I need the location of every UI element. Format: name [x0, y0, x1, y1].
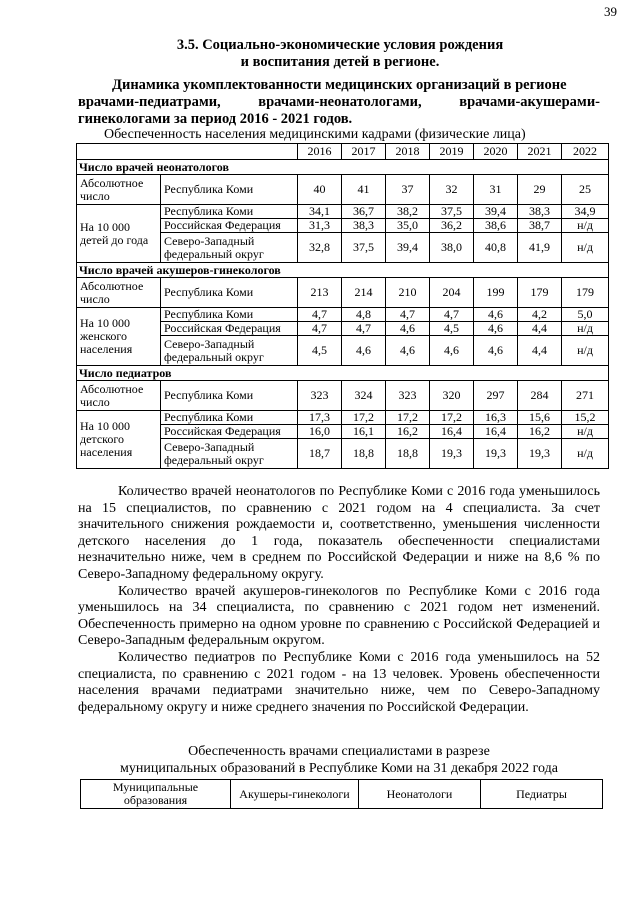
value-cell: 297: [474, 381, 518, 411]
paragraph-obstetricians: Количество врачей акушеров-гинекологов по Республике Коми с 2016 года уменьшилось на 34 специалиста, по сравнению с 2021 годом нет изменений. Обеспеченность примерно на одном уровне по сравнению с Российской Федерацией и Северо-Западным федеральным округом.: [78, 583, 600, 649]
value-cell: 4,5: [430, 322, 474, 336]
value-cell: 16,2: [386, 425, 430, 439]
value-cell: 210: [386, 278, 430, 308]
value-cell: 38,3: [518, 205, 562, 219]
value-cell: н/д: [562, 233, 609, 263]
municipal-header-row: [81, 780, 603, 809]
value-cell: 4,6: [474, 308, 518, 322]
value-cell: 324: [342, 381, 386, 411]
value-cell: 213: [298, 278, 342, 308]
value-cell: 32,8: [298, 233, 342, 263]
value-cell: 4,6: [474, 322, 518, 336]
value-cell: 16,3: [474, 411, 518, 425]
paragraph-pediatricians: Количество педиатров по Республике Коми с 2016 года уменьшилось на 52 специалиста, по сравнению с 2021 годом - на 13 человек. Уровень обеспеченности населения врачами педиатрами значительно ниже, чем по Северо-Западному федеральному округу и ниже среднего значения по Российской Федерации.: [78, 649, 600, 715]
value-cell: н/д: [562, 336, 609, 366]
value-cell: 37,5: [342, 233, 386, 263]
value-cell: 40,8: [474, 233, 518, 263]
value-cell: 39,4: [474, 205, 518, 219]
value-cell: 4,4: [518, 336, 562, 366]
value-cell: 323: [386, 381, 430, 411]
value-cell: 19,3: [518, 439, 562, 469]
paragraph-neonatologists: Количество врачей неонатологов по Республике Коми с 2016 года уменьшилось на 15 специалистов, по сравнению с 2021 годом на 4 специалиста. За счет значительного снижения рождаемости и, соответственно, уменьшения численности детского населения до 1 года, показатель обеспеченности специалистами незначительно ниже, чем в среднем по Российской Федерации и ниже на 8,6 % по Северо-Западному федеральному округу.: [78, 484, 600, 582]
value-cell: 4,6: [342, 336, 386, 366]
value-cell: 4,7: [298, 322, 342, 336]
value-cell: 17,2: [386, 411, 430, 425]
value-cell: 179: [562, 278, 609, 308]
per-capita-row: [77, 308, 609, 322]
value-cell: 4,8: [342, 308, 386, 322]
value-cell: 4,6: [386, 336, 430, 366]
value-cell: 19,3: [474, 439, 518, 469]
value-cell: 179: [518, 278, 562, 308]
value-cell: 32: [430, 175, 474, 205]
dynamics-title-line1: Динамика укомплектованности медицинских организаций в регионе: [112, 77, 567, 93]
value-cell: 29: [518, 175, 562, 205]
year-header: 2016: [298, 144, 342, 160]
municipal-table: [80, 779, 603, 809]
value-cell: 323: [298, 381, 342, 411]
value-cell: 38,7: [518, 219, 562, 233]
value-cell: 38,2: [386, 205, 430, 219]
year-header-row: [77, 144, 609, 160]
section-title-row: [77, 160, 609, 175]
value-cell: 17,2: [430, 411, 474, 425]
region-cell: Республика Коми: [161, 308, 298, 322]
header-obstetricians: Акушеры-гинекологи: [231, 780, 359, 809]
value-cell: 4,6: [386, 322, 430, 336]
region-cell: Российская Федерация: [161, 425, 298, 439]
header-pediatricians: Педиатры: [481, 780, 603, 809]
value-cell: 17,2: [342, 411, 386, 425]
section-title-row: [77, 366, 609, 381]
value-cell: 18,8: [386, 439, 430, 469]
absolute-row: [77, 381, 609, 411]
region-cell: Российская Федерация: [161, 322, 298, 336]
value-cell: 37: [386, 175, 430, 205]
value-cell: 25: [562, 175, 609, 205]
section-heading: Число педиатров: [77, 366, 609, 381]
year-header: 2019: [430, 144, 474, 160]
value-cell: 4,6: [474, 336, 518, 366]
per-capita-label: На 10 000 детей до года: [77, 205, 161, 263]
section-title: [120, 37, 560, 71]
value-cell: 16,1: [342, 425, 386, 439]
value-cell: 16,4: [474, 425, 518, 439]
value-cell: 31,3: [298, 219, 342, 233]
value-cell: 38,0: [430, 233, 474, 263]
dynamics-title-line3: гинекологами за период 2016 - 2021 годов.: [78, 111, 353, 127]
region-cell: Российская Федерация: [161, 219, 298, 233]
value-cell: 36,2: [430, 219, 474, 233]
value-cell: 4,7: [386, 308, 430, 322]
value-cell: 31: [474, 175, 518, 205]
value-cell: н/д: [562, 439, 609, 469]
value-cell: 36,7: [342, 205, 386, 219]
region-cell: Северо-Западный федеральный округ: [161, 336, 298, 366]
value-cell: 41,9: [518, 233, 562, 263]
year-header: 2022: [562, 144, 609, 160]
section-title-row: [77, 263, 609, 278]
page-number: 39: [604, 4, 617, 19]
value-cell: 34,1: [298, 205, 342, 219]
value-cell: 35,0: [386, 219, 430, 233]
value-cell: 38,3: [342, 219, 386, 233]
value-cell: н/д: [562, 219, 609, 233]
section-heading: Число врачей акушеров-гинекологов: [77, 263, 609, 278]
value-cell: 214: [342, 278, 386, 308]
value-cell: 320: [430, 381, 474, 411]
value-cell: 16,0: [298, 425, 342, 439]
value-cell: 284: [518, 381, 562, 411]
absolute-label: Абсолютное число: [77, 381, 161, 411]
table-caption: Обеспеченность населения медицинскими кадрами (физические лица): [104, 127, 526, 142]
value-cell: 34,9: [562, 205, 609, 219]
year-header: 2021: [518, 144, 562, 160]
region-cell: Республика Коми: [161, 205, 298, 219]
value-cell: 4,7: [298, 308, 342, 322]
value-cell: 15,6: [518, 411, 562, 425]
per-capita-label: На 10 000 женского населения: [77, 308, 161, 366]
per-capita-label: На 10 000 детского населения: [77, 411, 161, 469]
per-capita-row: [77, 411, 609, 425]
region-cell: Республика Коми: [161, 278, 298, 308]
value-cell: 41: [342, 175, 386, 205]
value-cell: н/д: [562, 322, 609, 336]
value-cell: 18,8: [342, 439, 386, 469]
region-cell: Республика Коми: [161, 175, 298, 205]
value-cell: 4,7: [430, 308, 474, 322]
value-cell: 4,5: [298, 336, 342, 366]
region-cell: Северо-Западный федеральный округ: [161, 233, 298, 263]
value-cell: 38,6: [474, 219, 518, 233]
region-cell: Республика Коми: [161, 411, 298, 425]
absolute-row: [77, 175, 609, 205]
subcaption-line2: муниципальных образований в Республике Коми на 31 декабря 2022 года: [119, 761, 558, 776]
value-cell: 5,0: [562, 308, 609, 322]
value-cell: 16,4: [430, 425, 474, 439]
value-cell: 40: [298, 175, 342, 205]
per-capita-row: [77, 205, 609, 219]
value-cell: 204: [430, 278, 474, 308]
year-header: 2018: [386, 144, 430, 160]
value-cell: 271: [562, 381, 609, 411]
absolute-label: Абсолютное число: [77, 175, 161, 205]
value-cell: 18,7: [298, 439, 342, 469]
value-cell: 4,7: [342, 322, 386, 336]
region-cell: Республика Коми: [161, 381, 298, 411]
subcaption-line1: Обеспеченность врачами специалистами в разрезе: [188, 744, 490, 759]
staffing-table: [76, 143, 609, 469]
region-cell: Северо-Западный федеральный округ: [161, 439, 298, 469]
absolute-label: Абсолютное число: [77, 278, 161, 308]
section-title-line2: и воспитания детей в регионе.: [240, 54, 440, 70]
value-cell: 4,4: [518, 322, 562, 336]
value-cell: 17,3: [298, 411, 342, 425]
value-cell: 4,2: [518, 308, 562, 322]
header-neonatologists: Неонатологи: [359, 780, 481, 809]
section-heading: Число врачей неонатологов: [77, 160, 609, 175]
header-municipalities: Муниципальные образования: [81, 780, 231, 809]
body-text: [78, 484, 600, 716]
year-header: 2017: [342, 144, 386, 160]
value-cell: 199: [474, 278, 518, 308]
value-cell: 37,5: [430, 205, 474, 219]
value-cell: 4,6: [430, 336, 474, 366]
dynamics-title-line2: врачами-педиатрами, врачами-неонатологами, врачами-акушерами-: [78, 94, 600, 110]
dynamics-title: [78, 77, 600, 128]
year-header: 2020: [474, 144, 518, 160]
absolute-row: [77, 278, 609, 308]
value-cell: 19,3: [430, 439, 474, 469]
value-cell: 39,4: [386, 233, 430, 263]
value-cell: н/д: [562, 425, 609, 439]
section-title-line1: 3.5. Социально-экономические условия рождения: [176, 37, 504, 53]
value-cell: 15,2: [562, 411, 609, 425]
value-cell: 16,2: [518, 425, 562, 439]
